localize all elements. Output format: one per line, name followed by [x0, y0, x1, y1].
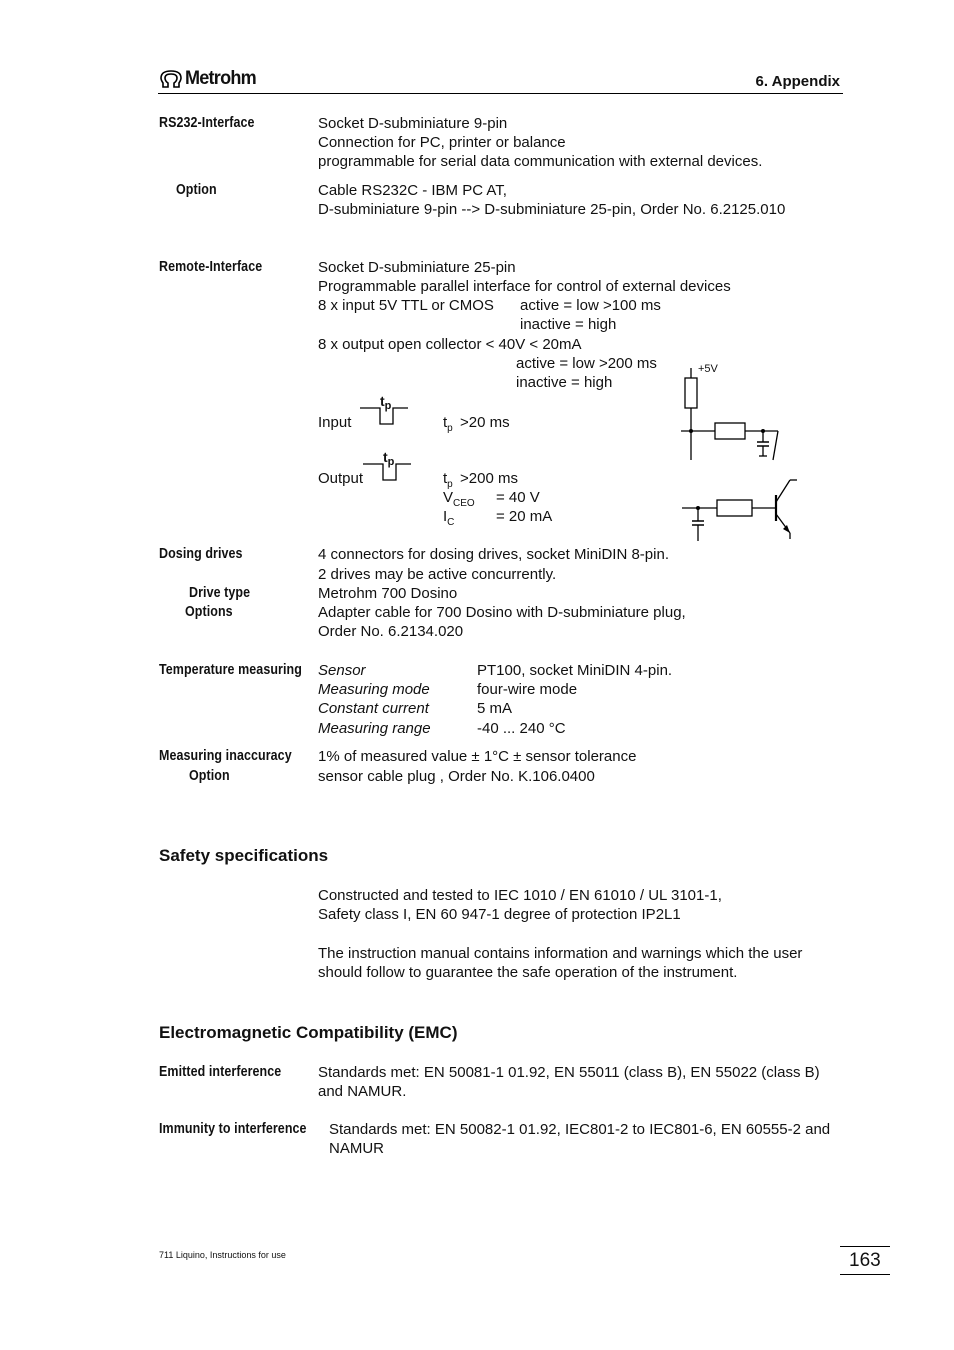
- remote-input-row: 8 x input 5V TTL or CMOS: [318, 297, 494, 314]
- page-number-rule-bottom: [840, 1274, 890, 1275]
- immunity-line-2: NAMUR: [329, 1140, 384, 1157]
- inaccuracy-label: Measuring inaccuracy: [159, 748, 292, 764]
- remote-input-inactive: inactive = high: [520, 316, 617, 333]
- temp-key-mode: Measuring mode: [318, 681, 430, 698]
- input-circuit-icon: [675, 360, 785, 465]
- remote-output-inactive: inactive = high: [516, 374, 613, 391]
- section-title: 6. Appendix: [755, 73, 840, 90]
- output-tp-t: t: [443, 470, 448, 487]
- drive-type-value: Metrohm 700 Dosino: [318, 585, 458, 602]
- temp-key-current: Constant current: [318, 700, 429, 717]
- input-label: Input: [318, 414, 352, 431]
- rs232-line-3: programmable for serial data communication with external devices.: [318, 153, 763, 170]
- safety-line-4: should follow to guarantee the safe operation of the instrument.: [318, 964, 738, 981]
- rs232-option-line-2: D-subminiature 9-pin --> D-subminiature 25-pin, Order No. 6.2125.010: [318, 201, 786, 218]
- safety-heading: Safety specifications: [159, 846, 329, 865]
- ic-value: = 20 mA: [496, 508, 553, 525]
- immunity-line-1: Standards met: EN 50082-1 01.92, IEC801-2 to IEC801-6, EN 60555-2 and: [329, 1121, 831, 1138]
- rs232-option-label: Option: [176, 182, 217, 198]
- page-number-rule-top: [840, 1246, 890, 1247]
- vceo-value: = 40 V: [496, 489, 540, 506]
- options-line-2: Order No. 6.2134.020: [318, 623, 464, 640]
- drive-type-label: Drive type: [189, 585, 251, 601]
- temp-value-sensor: PT100, socket MiniDIN 4-pin.: [477, 662, 673, 679]
- remote-line-2: Programmable parallel interface for control of external devices: [318, 278, 731, 295]
- plus5v-label: +5V: [698, 363, 718, 375]
- ic-i: I: [443, 508, 448, 525]
- pulse-tp-label: [380, 394, 391, 410]
- output-tp-value: >200 ms: [460, 470, 518, 487]
- metrohm-logo-icon: [160, 70, 182, 88]
- remote-input-active: active = low >100 ms: [520, 297, 661, 314]
- output-circuit-icon: [680, 475, 805, 545]
- output-tp-sub: p: [447, 479, 453, 490]
- dosing-label: Dosing drives: [159, 546, 243, 562]
- rs232-label: RS232-Interface: [159, 115, 255, 131]
- remote-label: Remote-Interface: [159, 259, 263, 275]
- remote-output-row: 8 x output open collector < 40V < 20mA: [318, 336, 582, 353]
- header-rule: [158, 93, 843, 94]
- ic: [443, 507, 454, 528]
- dosing-line-2: 2 drives may be active concurrently.: [318, 566, 557, 583]
- temp-value-current: 5 mA: [477, 700, 513, 717]
- remote-line-1: Socket D-subminiature 25-pin: [318, 259, 516, 276]
- temp-key-range: Measuring range: [318, 720, 431, 737]
- input-tp-value: >20 ms: [460, 414, 510, 431]
- safety-line-2: Safety class I, EN 60 947-1 degree of protection IP2L1: [318, 906, 681, 923]
- pulse-tp-label: [383, 450, 394, 466]
- emc-heading: Electromagnetic Compatibility (EMC): [159, 1023, 458, 1042]
- safety-line-3: The instruction manual contains information and warnings which the user: [318, 945, 803, 962]
- pulse-t: t: [380, 393, 385, 409]
- immunity-label: Immunity to interference: [159, 1121, 307, 1137]
- logo-text: Metrohm: [185, 68, 256, 89]
- temp-value-mode: four-wire mode: [477, 681, 578, 698]
- inaccuracy-value: 1% of measured value ± 1°C ± sensor tolerance: [318, 748, 637, 765]
- vceo-sub: CEO: [453, 498, 475, 509]
- input-tp: [443, 413, 453, 434]
- emitted-label: Emitted interference: [159, 1064, 282, 1080]
- rs232-line-1: Socket D-subminiature 9-pin: [318, 115, 508, 132]
- options-label: Options: [185, 604, 233, 620]
- ic-sub: C: [447, 517, 455, 528]
- temperature-label: Temperature measuring: [159, 662, 302, 678]
- options-line-1: Adapter cable for 700 Dosino with D-subminiature plug,: [318, 604, 686, 621]
- pulse-p: p: [384, 400, 392, 412]
- rs232-line-2: Connection for PC, printer or balance: [318, 134, 566, 151]
- dosing-line-1: 4 connectors for dosing drives, socket MiniDIN 8-pin.: [318, 546, 669, 563]
- pulse-t: t: [383, 449, 388, 465]
- output-label: Output: [318, 470, 364, 487]
- temp-key-sensor: Sensor: [318, 662, 366, 679]
- footer-doc-title: 711 Liquino, Instructions for use: [159, 1250, 286, 1260]
- safety-line-1: Constructed and tested to IEC 1010 / EN 61010 / UL 3101-1,: [318, 887, 722, 904]
- emitted-line-2: and NAMUR.: [318, 1083, 407, 1100]
- vceo-v: V: [443, 489, 454, 506]
- temp-value-range: -40 ... 240 °C: [477, 720, 566, 737]
- input-tp-sub: p: [447, 423, 453, 434]
- temp-option-value: sensor cable plug , Order No. K.106.0400: [318, 768, 595, 785]
- temp-option-label: Option: [189, 768, 230, 784]
- input-tp-t: t: [443, 414, 448, 431]
- page-number: 163: [849, 1250, 881, 1271]
- rs232-option-line-1: Cable RS232C - IBM PC AT,: [318, 182, 507, 199]
- emitted-line-1: Standards met: EN 50081-1 01.92, EN 55011 (class B), EN 55022 (class B): [318, 1064, 820, 1081]
- remote-output-active: active = low >200 ms: [516, 355, 657, 372]
- pulse-p: p: [387, 456, 395, 468]
